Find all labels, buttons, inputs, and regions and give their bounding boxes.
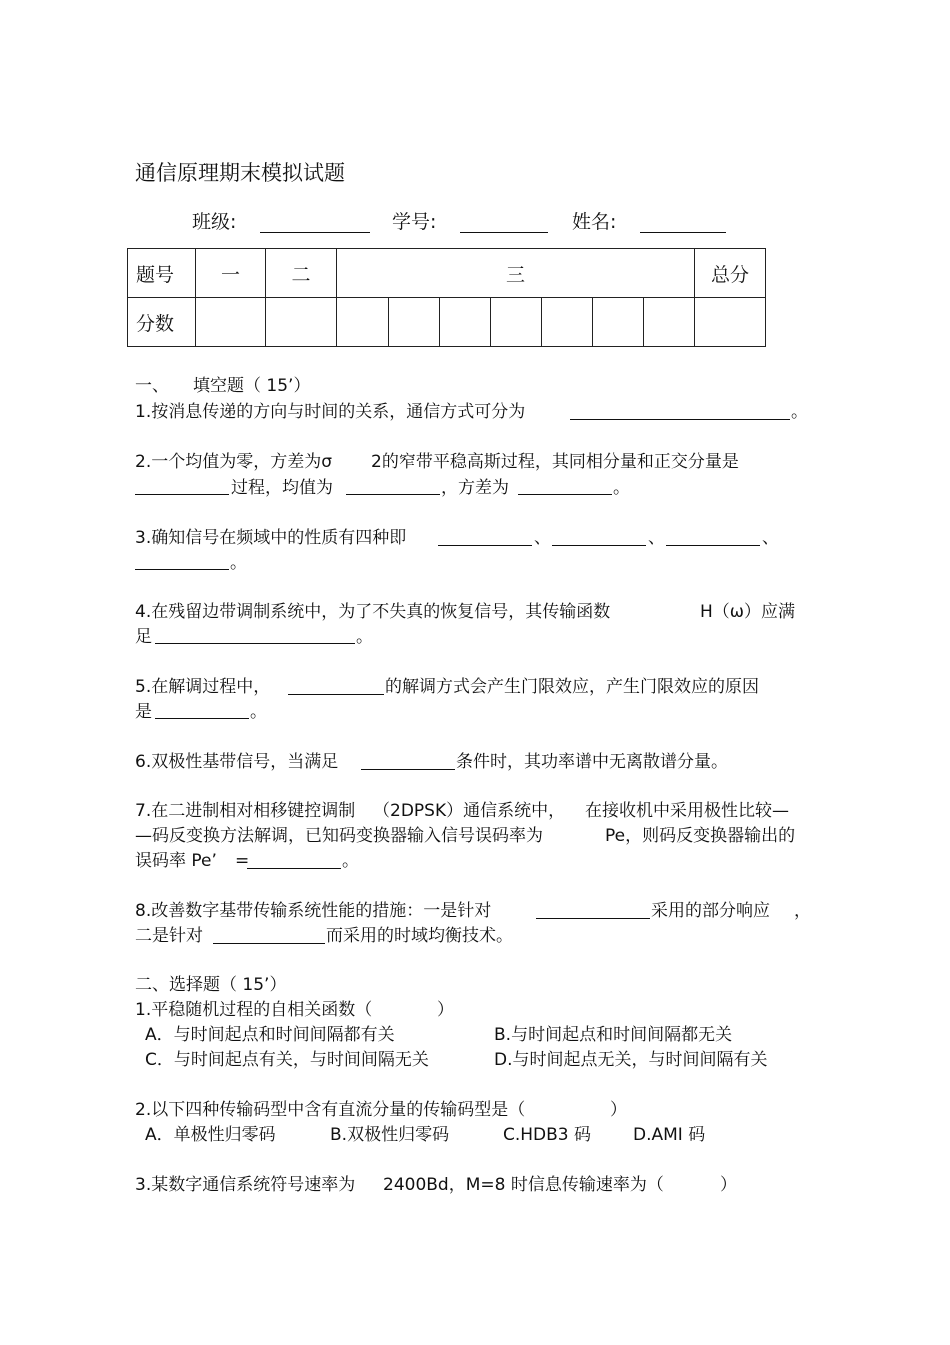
choice-q3-close: ） [720,1175,737,1195]
fill-q1-text: 1.按消息传递的方向与时间的关系，通信方式可分为 [135,402,526,422]
fill-q5-line2b: 。 [250,702,267,722]
choice-q1-option-d[interactable]: D.与时间起点无关，与时间间隔有关 [494,1050,768,1070]
fill-q2-line2a: 过程，均值为 [231,478,333,498]
choice-q2-stem: 2.以下四种传输码型中含有直流分量的传输码型是（ [135,1100,526,1120]
fill-q6-tail: 条件时，其功率谱中无离散谱分量。 [456,752,728,772]
choice-q2-option-a[interactable]: A．单极性归零码 [145,1125,276,1145]
fill-q8-blank2[interactable] [213,943,325,944]
fill-q4-blank[interactable] [155,643,355,644]
score-cell[interactable] [542,298,593,347]
fill-q6-blank[interactable] [361,769,455,770]
fill-q5-blank2[interactable] [155,718,249,719]
fill-q7-line2a: —码反变换方法解调，已知码变换器输入信号误码率为 [135,826,543,846]
choice-q1-option-c[interactable]: C．与时间起点有关，与时间间隔无关 [145,1050,429,1070]
fill-q3-blank4[interactable] [135,569,229,570]
score-cell[interactable] [593,298,644,347]
fill-q1-tail: 。 [791,402,808,422]
fill-q3-sep2: 、 [648,528,665,548]
fill-q3-text: 3.确知信号在频域中的性质有四种即 [135,528,407,548]
fill-q4-line1b: H（ω）应满 [700,602,796,622]
fill-q7-blank[interactable] [247,868,341,869]
fill-q5-line2a: 是 [135,702,152,722]
part-one-header: 一 [196,249,266,298]
score-cell[interactable] [389,298,440,347]
fill-q2-blank3[interactable] [518,494,612,495]
choice-q2-option-d[interactable]: D.AMI 码 [633,1125,706,1145]
class-field[interactable] [260,232,370,233]
fill-q4-line2b: 。 [356,627,373,647]
section1-number: 一、 [135,376,169,396]
fill-q2-line2b: ，方差为 [441,478,509,498]
part-two-header: 二 [266,249,337,298]
fill-q5-blank1[interactable] [288,694,384,695]
choice-q1-stem: 1.平稳随机过程的自相关函数（ [135,1000,373,1020]
score-cell[interactable] [695,298,766,347]
score-cell[interactable] [266,298,337,347]
fill-q7-line3a: 误码率 Pe’ [135,851,217,871]
choice-q1-option-a[interactable]: A．与时间起点和时间间隔都有关 [145,1025,395,1045]
score-cell[interactable] [196,298,266,347]
fill-q3-sep1: 、 [534,528,551,548]
table-row [128,298,766,347]
score-cell[interactable] [440,298,491,347]
question-number-header: 题号 [128,249,196,298]
choice-q2-option-c[interactable]: C.HDB3 码 [503,1125,592,1145]
fill-q3-blank1[interactable] [438,545,532,546]
fill-q8-line1a: 8.改善数字基带传输系统性能的措施：一是针对 [135,901,492,921]
section1-heading: 填空题（ 15’） [193,376,311,396]
score-cell[interactable] [337,298,389,347]
fill-q8-blank1[interactable] [536,918,650,919]
fill-q7-line2b: Pe，则码反变换器输出的 [605,826,796,846]
choice-q1-option-b[interactable]: B.与时间起点和时间间隔都无关 [494,1025,733,1045]
choice-q1-close: ） [437,1000,454,1020]
fill-q5-line1a: 5.在解调过程中， [135,677,271,697]
fill-q2-blank1[interactable] [135,494,229,495]
fill-q2-line1b: 2的窄带平稳高斯过程，其同相分量和正交分量是 [371,452,739,472]
fill-q7-line1b: （2DPSK）通信系统中， [373,801,566,821]
name-label: 姓名: [572,211,617,233]
fill-q2-blank2[interactable] [346,494,440,495]
fill-q3-blank3[interactable] [666,545,760,546]
fill-q8-line1b: 采用的部分响应 [651,901,770,921]
exam-title: 通信原理期末模拟试题 [135,161,345,185]
part-three-header: 三 [337,249,695,298]
score-row-label: 分数 [128,298,196,347]
fill-q3-end: 。 [230,553,247,573]
fill-q4-line2a: 足 [135,627,152,647]
fill-q2-line1a: 2.一个均值为零，方差为σ [135,452,332,472]
fill-q6-text: 6.双极性基带信号，当满足 [135,752,339,772]
fill-q7-line3b: = [235,851,250,871]
fill-q7-line1a: 7.在二进制相对相移键控调制 [135,801,356,821]
score-cell[interactable] [491,298,542,347]
section2-heading: 二、选择题（ 15’） [135,975,287,995]
choice-q3-stem-a: 3.某数字通信系统符号速率为 [135,1175,356,1195]
fill-q1-blank[interactable] [570,419,790,420]
fill-q5-line1b: 的解调方式会产生门限效应，产生门限效应的原因 [385,677,759,697]
score-cell[interactable] [644,298,695,347]
fill-q3-blank2[interactable] [552,545,646,546]
choice-q2-close: ） [610,1100,627,1120]
score-table [127,248,766,347]
fill-q3-sep3: 、 [762,528,779,548]
student-id-field[interactable] [460,232,548,233]
fill-q8-line2b: 而采用的时域均衡技术。 [326,926,513,946]
fill-q8-line2a: 二是针对 [135,926,203,946]
choice-q3-stem-b: 2400Bd，M=8 时信息传输速率为（ [383,1175,664,1195]
fill-q7-line3c: 。 [342,851,359,871]
name-field[interactable] [640,232,726,233]
total-header: 总分 [695,249,766,298]
class-label: 班级: [192,211,237,233]
fill-q4-line1a: 4.在残留边带调制系统中，为了不失真的恢复信号，其传输函数 [135,602,611,622]
fill-q2-line2c: 。 [613,478,630,498]
fill-q7-line1c: 在接收机中采用极性比较— [585,801,789,821]
choice-q2-option-b[interactable]: B.双极性归零码 [330,1125,450,1145]
fill-q8-line1c: ， [794,901,811,921]
student-id-label: 学号: [392,211,437,233]
table-row [128,249,766,298]
